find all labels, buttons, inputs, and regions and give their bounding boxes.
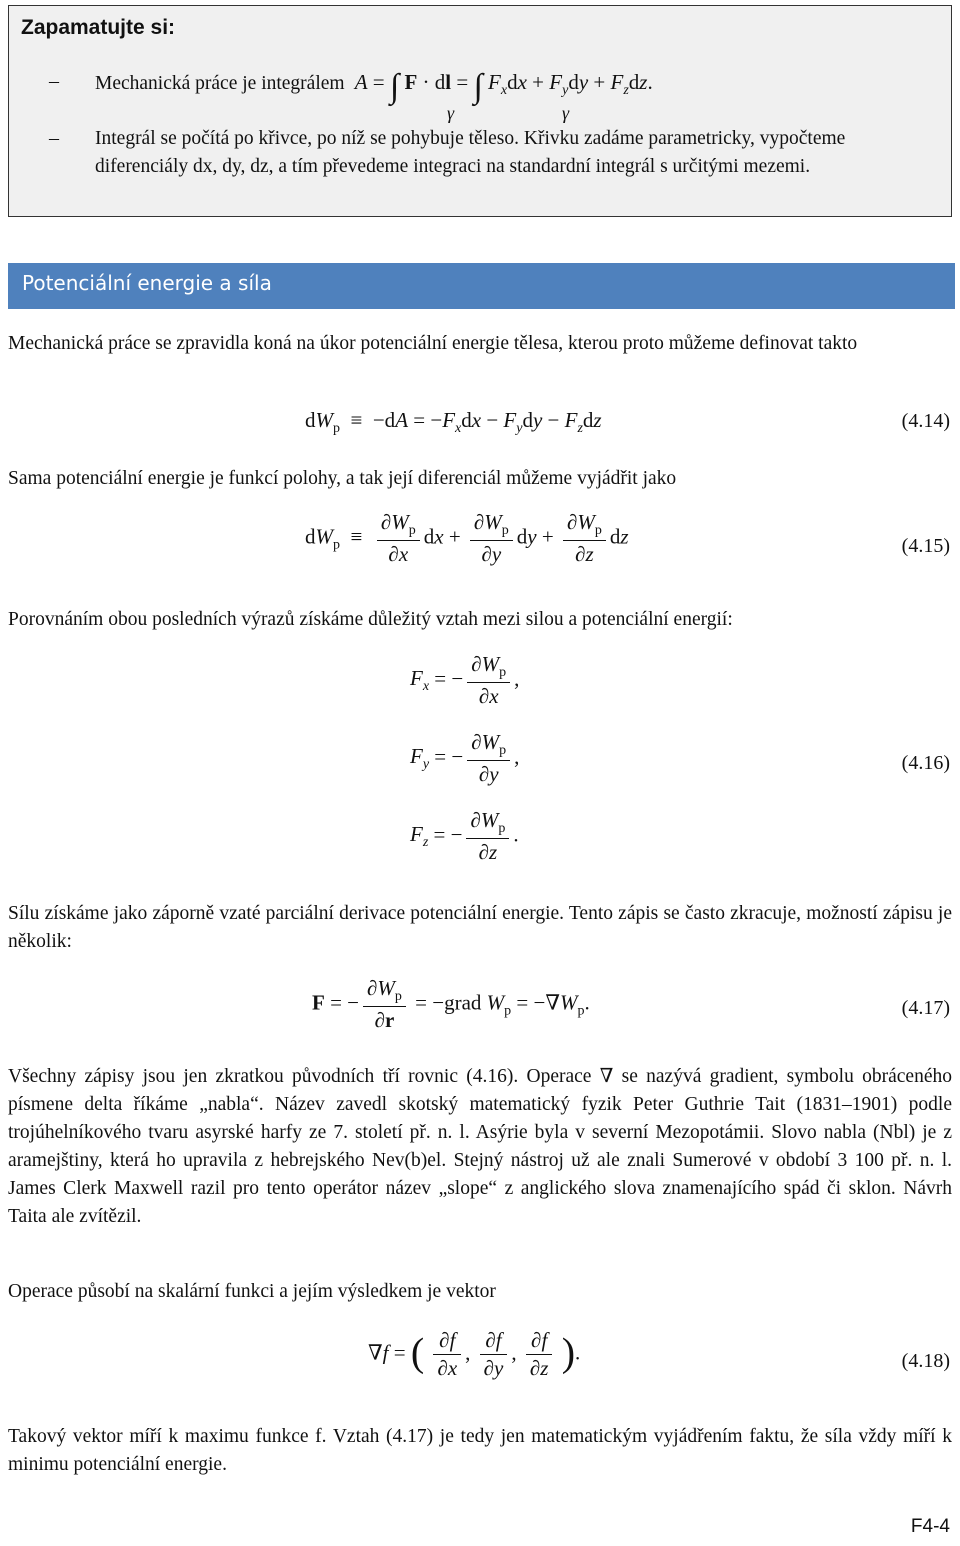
integral-limit-gamma-1: γ	[447, 103, 455, 123]
work-integral-formula: A = ∫ F · dl = ∫ $F_xdx + F_ydy + F_zdz$.	[354, 68, 653, 105]
section-title: Potenciální energie a síla	[22, 271, 272, 295]
equation-4-16-y: $F_y$ = − $\frac{\partial W_p}{\partial y}$ ,	[410, 730, 520, 787]
remember-box	[8, 5, 952, 217]
page-number: F4-4	[910, 1516, 950, 1537]
equation-4-17: F = − $\frac{\partial W_p}{\partial r}$ = −grad $W_p = -\nabla W_p$.	[312, 976, 590, 1033]
paragraph-5: Všechny zápisy jsou jen zkratkou původních tří rovnic (4.16). Operace ∇ se nazývá gradient, symbolu obráceného písmene delta říkáme „nabla“. Název zavedl skotský matematický fyzik Peter Guthrie Tait (1831–1901) podle trojúhelníkového tvaru asyrské harfy ze 7. století př. n. l. Asýrie byla v severní Mezopotámii. Slovo nabla (Nbl) je z aramejštiny, která ho upravila z hebrejského Nev(b)el. Stejný nástroj už ale znali Sumerové v období 3 100 př. n. l. James Clerk Maxwell razil pro tento operátor název „slope“ z anglického slova znamenajícího spád či sklon. Návrh Taita ale zvítězil.	[8, 1066, 952, 1227]
remember-item-1-text: Mechanická práce je integrálem	[95, 73, 345, 94]
bullet-dash: –	[49, 127, 59, 149]
paragraph-2: Sama potenciální energie je funkcí polohy, a tak její diferenciál můžeme vyjádřit jako	[8, 468, 677, 489]
paragraph-7: Takový vektor míří k maximu funkce f. Vztah (4.17) je tedy jen matematickým vyjádřením faktu, že síla vždy míří k minimu potenciální energie.	[8, 1426, 952, 1475]
paragraph-1: Mechanická práce se zpravidla koná na úkor potenciální energie tělesa, kterou proto můžeme definovat takto	[8, 333, 858, 354]
equation-number: (4.18)	[901, 1350, 950, 1372]
equation-4-16-z: $F_z$ = − $\frac{\partial W_p}{\partial z}$ .	[410, 808, 519, 865]
equation-number: (4.17)	[901, 997, 950, 1019]
equation-number: (4.15)	[901, 535, 950, 557]
remember-title: Zapamatujte si:	[21, 16, 176, 39]
remember-item-1	[95, 68, 925, 105]
section-header	[8, 263, 955, 309]
remember-item-2: Integrál se počítá po křivce, po níž se pohybuje těleso. Křivku zadáme parametricky, vypočteme diferenciály dx, dy, dz, a tím převedeme integraci na standardní integrál s určitými mezemi.	[95, 128, 846, 177]
bullet-dash: –	[49, 70, 59, 92]
paragraph-3: Porovnáním obou posledních výrazů získáme důležitý vztah mezi silou a potenciální energií:	[8, 609, 733, 630]
equation-4-15: $dW_p$ ≡ $\frac{\partial W_p}{\partial x}$ dx + $\frac{\partial W_p}{\partial y}$ dy + $\frac{\partial W_p}{\partial z}$ dz	[305, 510, 629, 567]
equation-4-18: ∇f = ( $\frac{\partial f}{\partial x}$ , $\frac{\partial f}{\partial y}$ , $\frac{\partial f}{\partial z}$ ).	[368, 1328, 581, 1380]
paragraph-4: Sílu získáme jako záporně vzaté parciální derivace potenciální energie. Tento zápis se často zkracuje, možností zápisu je několik:	[8, 903, 952, 952]
equation-4-14: $dW_p \equiv -dA = -F_xdx - F_ydy - F_zdz$	[305, 408, 602, 437]
paragraph-6: Operace působí na skalární funkci a jejím výsledkem je vektor	[8, 1281, 496, 1302]
equation-number: (4.16)	[901, 752, 950, 774]
integral-limit-gamma-2: γ	[562, 103, 570, 123]
equation-4-16-x: $F_x$ = − $\frac{\partial W_p}{\partial x}$ ,	[410, 652, 520, 709]
equation-number: (4.14)	[901, 410, 950, 432]
